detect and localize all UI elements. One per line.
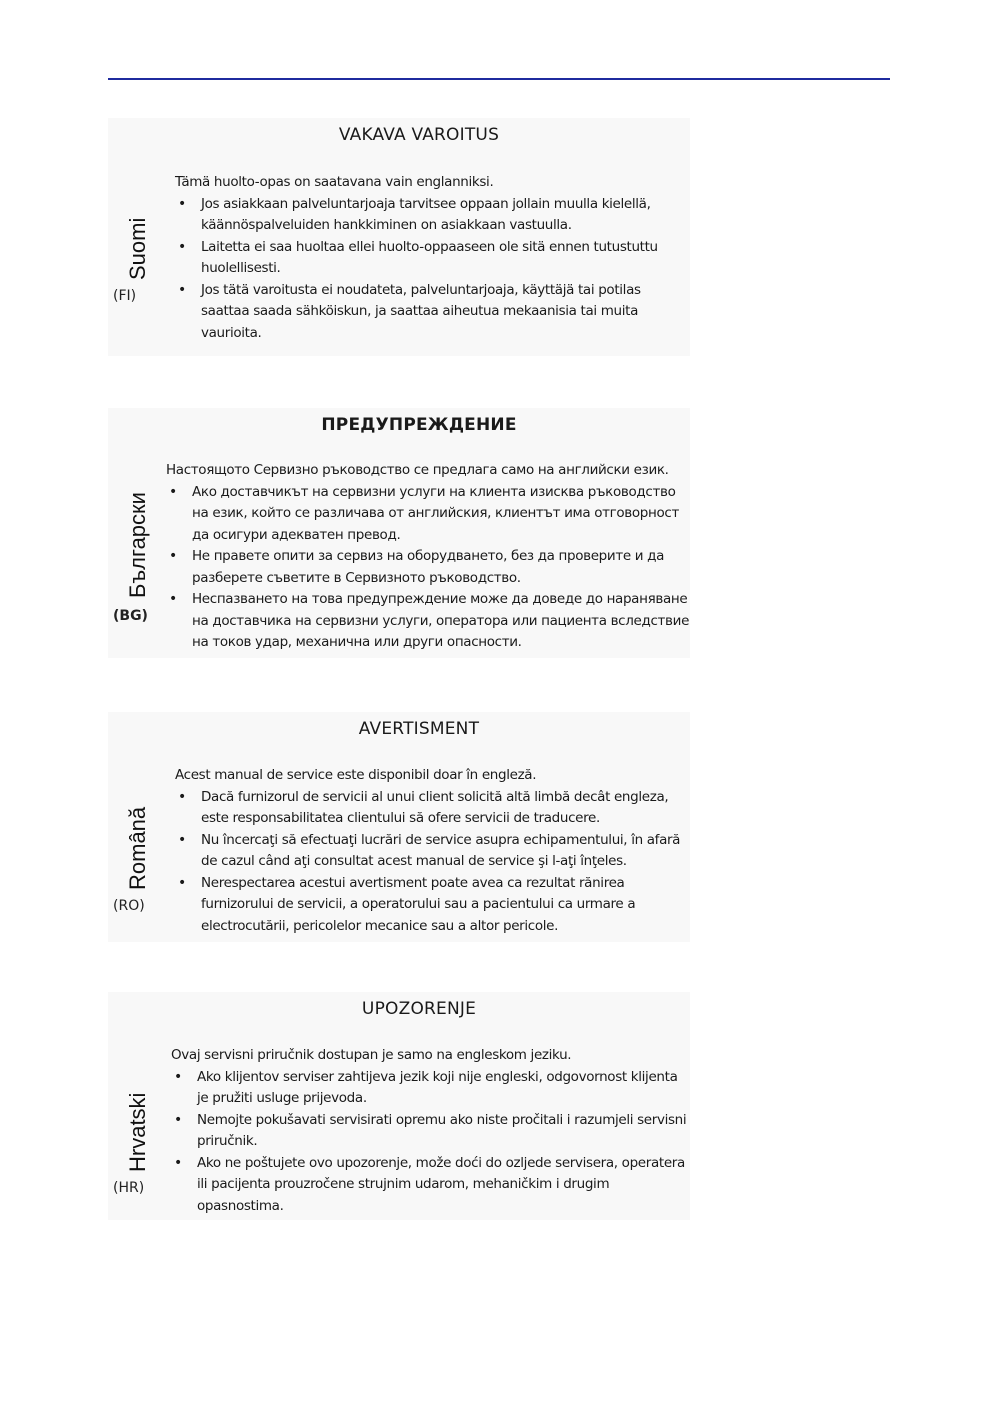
section-body — [175, 172, 690, 344]
warning-section-ro — [108, 712, 690, 942]
list-item: • Laitetta ei saa huoltaa ellei huolto-oppaaseen ole sitä ennen tutustuttu huolellisesti. — [175, 237, 690, 280]
list-item: • Ако доставчикът на сервизни услуги на клиента изисква ръководство на език, който се различава от английския, клиентът има отговорност да осигури адекватен превод. — [166, 482, 690, 547]
intro-text: Acest manual de service este disponibil doar în engleză. — [175, 767, 537, 783]
language-sidebar — [108, 992, 148, 1220]
language-code: (HR) — [113, 1180, 145, 1196]
list-item: • Dacă furnizorul de servicii al unui client solicită altă limbă decât engleza, este responsabilitatea clientului să ofere servicii de traducere. — [175, 787, 690, 830]
language-label: Suomi — [125, 217, 150, 280]
language-label: Română — [125, 806, 150, 890]
list-item: • Nerespectarea acestui avertisment poate avea ca rezultat rănirea furnizorului de servicii, a operatorului sau a pacientului ca urmare a electrocutării, pericolelor mecanice sau a altor pericole. — [175, 873, 690, 938]
intro-text: Tämä huolto-opas on saatavana vain englanniksi. — [175, 174, 494, 190]
warning-list — [171, 1067, 690, 1218]
language-label: Български — [125, 492, 150, 598]
list-item: • Jos tätä varoitusta ei noudateta, palveluntarjoaja, käyttäjä tai potilas saattaa saada sähköiskun, ja saattaa aiheutua mekaanisia tai muita vaurioita. — [175, 280, 690, 345]
warning-section-bg — [108, 408, 690, 658]
section-title: VAKAVA VAROITUS — [338, 125, 500, 145]
section-title: ПРЕДУПРЕЖДЕНИЕ — [321, 415, 517, 435]
language-label: Hrvatski — [125, 1092, 150, 1172]
section-title: AVERTISMENT — [358, 719, 480, 739]
section-body — [175, 765, 690, 937]
section-body — [171, 1045, 690, 1217]
header-rule — [108, 78, 890, 80]
warning-list — [175, 194, 690, 345]
intro-text: Ovaj servisni priručnik dostupan je samo na engleskom jeziku. — [171, 1047, 572, 1063]
warning-section-hr — [108, 992, 690, 1220]
list-item: • Nemojte pokušavati servisirati opremu ako niste pročitali i razumjeli servisni priručnik. — [171, 1110, 690, 1153]
language-code: (FI) — [113, 288, 137, 304]
warning-list — [166, 482, 690, 654]
list-item: • Ako ne poštujete ovo upozorenje, može doći do ozljede servisera, operatera ili pacijenta prouzročene strujnim udarom, mehaničkim i drugim opasnostima. — [171, 1153, 690, 1218]
warning-section-fi — [108, 118, 690, 356]
section-body — [166, 460, 690, 654]
language-sidebar — [108, 118, 148, 356]
language-code: (BG) — [113, 608, 148, 624]
language-code: (RO) — [113, 898, 145, 914]
section-title: UPOZORENJE — [361, 999, 477, 1019]
list-item: • Ako klijentov serviser zahtijeva jezik koji nije engleski, odgovornost klijenta je pružiti usluge prijevoda. — [171, 1067, 690, 1110]
warning-list — [175, 787, 690, 938]
list-item: • Неспазването на това предупреждение може да доведе до нараняване на доставчика на сервизни услуги, оператора или пациента вследствие на токов удар, механична или други опасности. — [166, 589, 690, 654]
language-sidebar — [108, 712, 148, 942]
list-item: • Не правете опити за сервиз на оборудването, без да проверите и да разберете съветите в Сервизното ръководство. — [166, 546, 690, 589]
list-item: • Jos asiakkaan palveluntarjoaja tarvitsee oppaan jollain muulla kielellä, käännöspalveluiden hankkiminen on asiakkaan vastuulla. — [175, 194, 690, 237]
intro-text: Настоящото Сервизно ръководство се предлага само на английски език. — [166, 462, 669, 478]
list-item: • Nu încercaţi să efectuaţi lucrări de service asupra echipamentului, în afară de cazul când aţi consultat acest manual de service şi l-aţi înţeles. — [175, 830, 690, 873]
language-sidebar — [108, 408, 148, 658]
